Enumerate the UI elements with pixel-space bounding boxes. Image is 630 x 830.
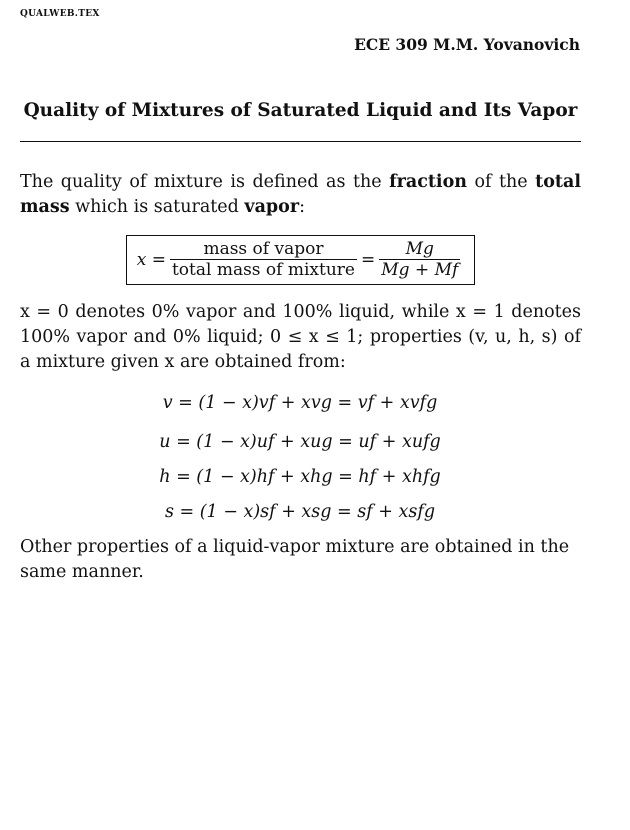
page-title: Quality of Mixtures of Saturated Liquid and Its Vapor <box>23 100 578 121</box>
equation-specific-volume: v = (1 − x)vf + xvg = vf + xvfg <box>162 393 438 413</box>
definition-equals: = <box>360 250 376 270</box>
equation-entropy: s = (1 − x)sf + xsg = sf + xsfg <box>164 502 436 522</box>
definition-fraction-symbols <box>379 240 460 280</box>
course-header: ECE 309 M.M. Yovanovich <box>354 35 580 54</box>
intro-bold-total-mass: total mass <box>20 172 581 217</box>
equation-enthalpy: h = (1 − x)hf + xhg = hf + xhfg <box>159 467 441 487</box>
intro-text-3: which is saturated <box>69 197 245 217</box>
symbol-denominator: Mg + Mf <box>381 260 459 280</box>
intro-paragraph <box>20 170 581 220</box>
definition-lhs: x = <box>136 250 166 270</box>
symbol-numerator: Mg <box>405 239 434 259</box>
intro-text-1: The quality of mixture is defined as the <box>20 172 390 192</box>
file-tag: QUALWEB.TEX <box>20 9 100 19</box>
quality-definition-box <box>126 235 475 285</box>
intro-text-4: : <box>299 197 305 217</box>
fraction-denominator: total mass of mixture <box>171 260 355 280</box>
intro-text-2: of the <box>466 172 536 192</box>
intro-bold-fraction: fraction <box>389 172 467 192</box>
fraction-numerator: mass of vapor <box>203 239 324 259</box>
closing-paragraph: Other properties of a liquid-vapor mixture are obtained in the same manner. <box>20 537 570 582</box>
title-rule <box>20 141 581 142</box>
definition-fraction-words <box>170 240 357 280</box>
quality-range-paragraph: x = 0 denotes 0% vapor and 100% liquid, while x = 1 denotes 100% vapor and 0% liquid; 0 ≤ x ≤ 1; properties (v, u, h, s) of a mixture given x are obtained from: <box>20 302 581 372</box>
equation-internal-energy: u = (1 − x)uf + xug = uf + xufg <box>159 432 441 452</box>
intro-bold-vapor: vapor <box>244 197 300 217</box>
